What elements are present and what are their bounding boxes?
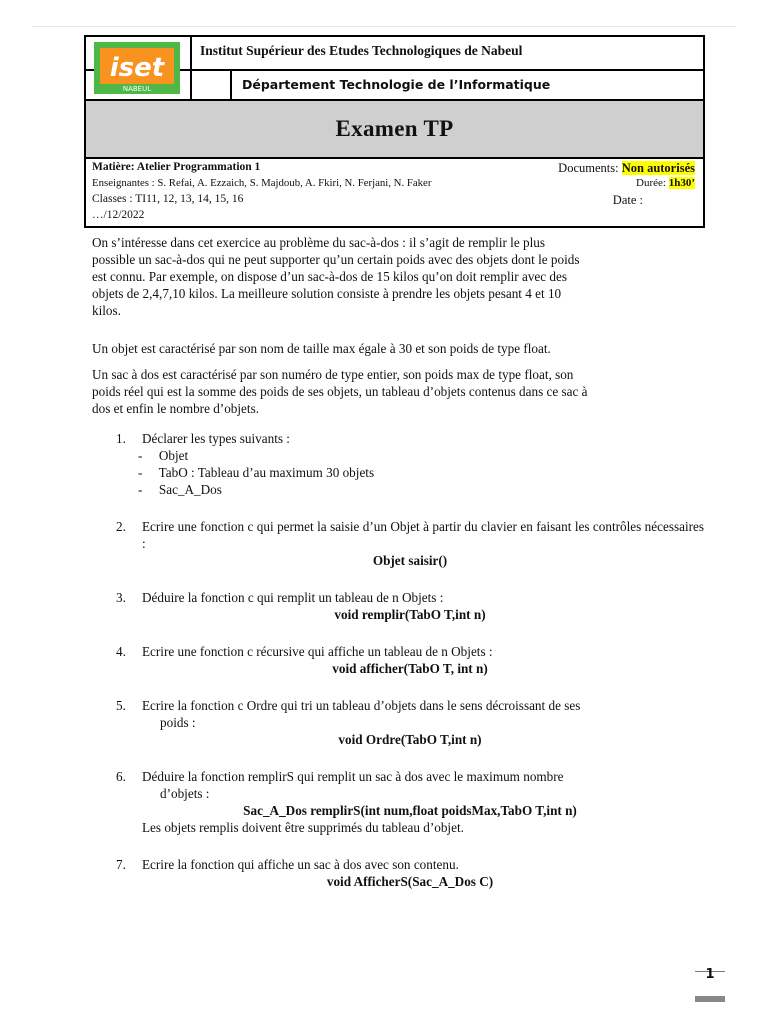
documents-value: Non autorisés bbox=[621, 161, 695, 175]
documents-label: Documents: bbox=[558, 161, 622, 175]
department-name: Département Technologie de l’Informatique bbox=[242, 77, 551, 92]
question-note: Les objets remplis doivent être supprimés du tableau d’objet. bbox=[142, 820, 464, 835]
date-line: …/12/2022 bbox=[92, 209, 145, 221]
text-line: objets de 2,4,7,10 kilos. La meilleure solution consiste à prendre les objets pesant 4 et 10 bbox=[92, 286, 562, 301]
function-signature: Objet saisir() bbox=[372, 553, 448, 568]
text-line: est connu. Par exemple, on dispose d’un sac-à-dos de 15 kilos qu’on doit remplir avec des bbox=[92, 269, 568, 284]
question-text-cont: poids : bbox=[160, 715, 196, 730]
intro-paragraph-1 bbox=[92, 234, 704, 319]
exam-header bbox=[84, 35, 705, 228]
page-number: 1 bbox=[705, 967, 715, 982]
function-signature: void afficher(TabO T, int n) bbox=[332, 661, 488, 676]
text-line: On s’intéresse dans cet exercice au problème du sac-à-dos : il s’agit de remplir le plus bbox=[92, 235, 545, 250]
question-text: Ecrire la fonction qui affiche un sac à dos avec son contenu. bbox=[142, 857, 459, 872]
list-item: - TabO : Tableau d’au maximum 30 objets bbox=[138, 465, 375, 480]
duree bbox=[636, 177, 695, 189]
question-text: Ecrire une fonction c récursive qui affiche un tableau de n Objets : bbox=[142, 644, 493, 659]
question-number: 7. bbox=[116, 857, 126, 872]
question-2 bbox=[116, 518, 704, 569]
page-number-bar bbox=[695, 996, 725, 1002]
question-number: 3. bbox=[116, 590, 126, 605]
text-line: kilos. bbox=[92, 303, 121, 318]
documents bbox=[558, 161, 695, 176]
intro-paragraph-2: Un objet est caractérisé par son nom de taille max égale à 30 et son poids de type float. bbox=[92, 341, 551, 356]
question-1 bbox=[116, 430, 704, 498]
text-line: poids réel qui est la somme des poids de ses objets, un tableau d’objets contenus dans ce sac à bbox=[92, 384, 588, 399]
top-rule bbox=[32, 26, 736, 27]
question-6 bbox=[116, 768, 704, 836]
question-5 bbox=[116, 697, 704, 748]
function-signature: Sac_A_Dos remplirS(int num,float poidsMax,TabO T,int n) bbox=[243, 803, 577, 818]
function-signature: void Ordre(TabO T,int n) bbox=[338, 732, 482, 747]
iset-logo bbox=[94, 42, 180, 94]
question-text-cont: d’objets : bbox=[160, 786, 210, 801]
function-signature: void remplir(TabO T,int n) bbox=[334, 607, 486, 622]
question-text: Déclarer les types suivants : bbox=[142, 431, 290, 446]
question-4 bbox=[116, 643, 704, 677]
question-number: 1. bbox=[116, 431, 126, 446]
enseignantes: Enseignantes : S. Refai, A. Ezzaich, S. Majdoub, A. Fkiri, N. Ferjani, N. Faker bbox=[92, 177, 432, 189]
question-number: 4. bbox=[116, 644, 126, 659]
intro-paragraph-3 bbox=[92, 366, 704, 417]
institute-name: Institut Supérieur des Etudes Technologiques de Nabeul bbox=[200, 43, 523, 58]
question-text: Ecrire une fonction c qui permet la saisie d’un Objet à partir du clavier en faisant les contrôles nécessaires : bbox=[142, 519, 704, 551]
text-line: Un sac à dos est caractérisé par son numéro de type entier, son poids max de type float, son bbox=[92, 367, 574, 382]
question-number: 5. bbox=[116, 698, 126, 713]
date-label: Date : bbox=[612, 193, 643, 207]
classes: Classes : TI11, 12, 13, 14, 15, 16 bbox=[92, 193, 244, 205]
blank-cell bbox=[192, 71, 232, 99]
svg-text:NABEUL: NABEUL bbox=[122, 85, 152, 93]
question-text: Déduire la fonction remplirS qui remplit un sac à dos avec le maximum nombre bbox=[142, 769, 564, 784]
duree-value: 1h30’ bbox=[668, 177, 695, 189]
question-text: Déduire la fonction c qui remplit un tableau de n Objets : bbox=[142, 590, 444, 605]
list-item: - Sac_A_Dos bbox=[138, 482, 222, 497]
exam-title-band bbox=[86, 101, 703, 159]
matiere: Matière: Atelier Programmation 1 bbox=[92, 161, 261, 173]
question-7 bbox=[116, 856, 704, 890]
svg-text:iset: iset bbox=[109, 53, 165, 83]
exam-title: Examen TP bbox=[335, 116, 454, 141]
text-line: possible un sac-à-dos qui ne peut supporter qu’un certain poids avec des objets dont le poids bbox=[92, 252, 580, 267]
question-3 bbox=[116, 589, 704, 623]
question-text: Ecrire la fonction c Ordre qui tri un tableau d’objets dans le sens décroissant de ses bbox=[142, 698, 581, 713]
text-line: dos et enfin le nombre d’objets. bbox=[92, 401, 260, 416]
question-number: 6. bbox=[116, 769, 126, 784]
exam-info bbox=[86, 159, 703, 226]
list-item: - Objet bbox=[138, 448, 189, 463]
duree-label: Durée: bbox=[636, 177, 669, 189]
question-number: 2. bbox=[116, 519, 126, 534]
function-signature: void AfficherS(Sac_A_Dos C) bbox=[326, 874, 494, 889]
